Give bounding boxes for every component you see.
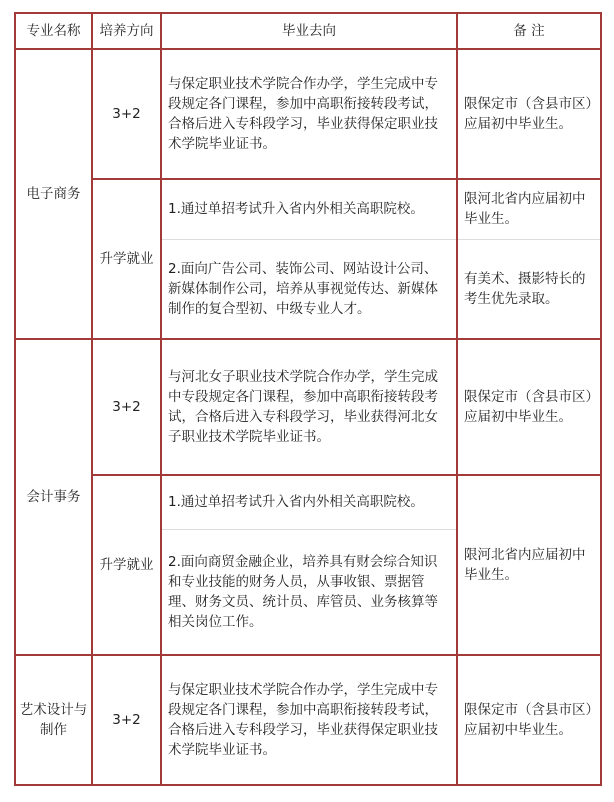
table-header-row — [15, 13, 601, 49]
destination-cell: 1.通过单招考试升入省内外相关高职院校。 — [161, 179, 457, 239]
table-row — [15, 179, 601, 239]
note-cell: 限保定市（含县市区）应届初中毕业生。 — [457, 655, 601, 785]
header-note: 备 注 — [457, 13, 601, 49]
note-cell: 限保定市（含县市区）应届初中毕业生。 — [457, 49, 601, 179]
destination-cell: 与河北女子职业技术学院合作办学，学生完成中专段规定各门课程，参加中高职衔接转段考试，合格后进入专科段学习，毕业获得河北女子职业技术学院毕业证书。 — [161, 339, 457, 475]
note-cell: 限河北省内应届初中毕业生。 — [457, 475, 601, 655]
destination-cell: 与保定职业技术学院合作办学，学生完成中专段规定各门课程，参加中高职衔接转段考试，合格后进入专科段学习，毕业获得保定职业技术学院毕业证书。 — [161, 49, 457, 179]
major-name: 会计事务 — [15, 339, 92, 655]
direction-cell: 3+2 — [92, 49, 161, 179]
note-cell: 限河北省内应届初中毕业生。 — [457, 179, 601, 239]
header-destination: 毕业去向 — [161, 13, 457, 49]
major-name: 艺术设计与制作 — [15, 655, 92, 785]
destination-cell: 与保定职业技术学院合作办学，学生完成中专段规定各门课程，参加中高职衔接转段考试，合格后进入专科段学习，毕业获得保定职业技术学院毕业证书。 — [161, 655, 457, 785]
direction-cell: 3+2 — [92, 339, 161, 475]
destination-cell: 1.通过单招考试升入省内外相关高职院校。 — [161, 475, 457, 529]
note-cell: 有美术、摄影特长的考生优先录取。 — [457, 239, 601, 339]
table-row — [15, 49, 601, 179]
table-row — [15, 655, 601, 785]
note-cell: 限保定市（含县市区）应届初中毕业生。 — [457, 339, 601, 475]
table-row — [15, 339, 601, 475]
major-name: 电子商务 — [15, 49, 92, 339]
table-row — [15, 475, 601, 529]
admission-table — [14, 12, 602, 786]
destination-cell: 2.面向广告公司、装饰公司、网站设计公司、新媒体制作公司，培养从事视觉传达、新媒体制作的复合型初、中级专业人才。 — [161, 239, 457, 339]
header-direction: 培养方向 — [92, 13, 161, 49]
direction-cell: 3+2 — [92, 655, 161, 785]
direction-cell: 升学就业 — [92, 179, 161, 339]
header-major: 专业名称 — [15, 13, 92, 49]
destination-cell: 2.面向商贸金融企业，培养具有财会综合知识和专业技能的财务人员，从事收银、票据管理、财务文员、统计员、库管员、业务核算等相关岗位工作。 — [161, 529, 457, 655]
direction-cell: 升学就业 — [92, 475, 161, 655]
